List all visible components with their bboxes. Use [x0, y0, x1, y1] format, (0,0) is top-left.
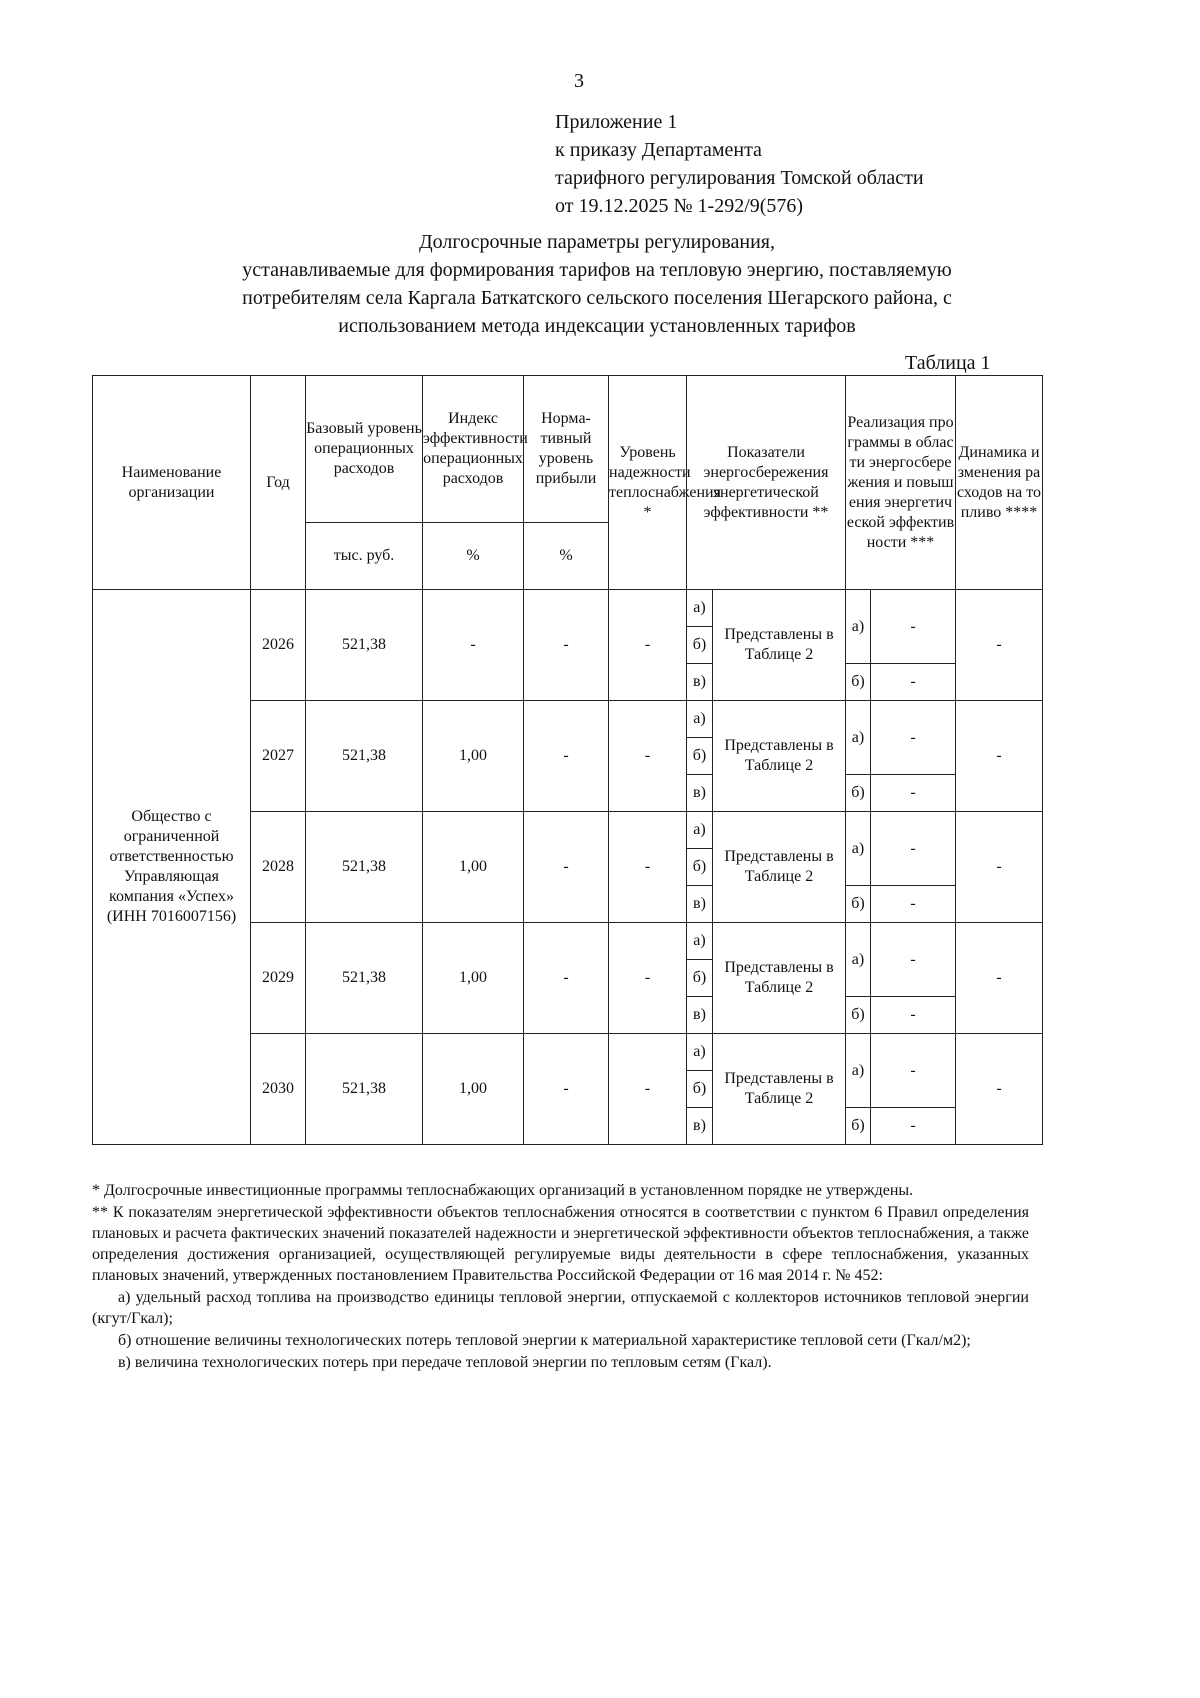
- org-name: Общество с ограниченной ответственностью Управляющая компания «Успех» (ИНН 7016007156): [93, 590, 251, 1145]
- year-cell: 2029: [251, 923, 306, 1034]
- program-value: -: [871, 923, 956, 997]
- indicator-letter: в): [687, 775, 713, 812]
- index-cell: 1,00: [423, 923, 524, 1034]
- index-cell: 1,00: [423, 1034, 524, 1145]
- base-cell: 521,38: [306, 590, 423, 701]
- base-cell: 521,38: [306, 1034, 423, 1145]
- footnote: * Долгосрочные инвестиционные программы теплоснабжающих организаций в установленном порядке не утверждены.: [92, 1182, 914, 1199]
- table-label: Таблица 1: [905, 352, 991, 374]
- header-year: Год: [251, 376, 306, 590]
- header-fuel: Динамика изменения расходов на топливо ****: [956, 376, 1043, 590]
- unit-norm: %: [524, 523, 609, 590]
- document-title: [92, 228, 1102, 340]
- header-base: Базовый уровень операционных расходов: [306, 376, 423, 523]
- reliability-cell: -: [609, 1034, 687, 1145]
- program-letter: а): [846, 923, 871, 997]
- indicator-letter: а): [687, 812, 713, 849]
- indicator-letter: в): [687, 664, 713, 701]
- appendix-block: [555, 108, 924, 220]
- footnote-item: а) удельный расход топлива на производство единицы тепловой энергии, отпускаемой с коллекторов источников тепловой энергии (кгут/Гкал);: [92, 1289, 1029, 1327]
- year-cell: 2027: [251, 701, 306, 812]
- fuel-cell: -: [956, 923, 1043, 1034]
- indicator-letter: а): [687, 1034, 713, 1071]
- indicator-letter: б): [687, 1071, 713, 1108]
- indicators-cell: Представлены в Таблице 2: [713, 1034, 846, 1145]
- norm-cell: -: [524, 590, 609, 701]
- program-letter: а): [846, 812, 871, 886]
- title-line: использованием метода индексации установленных тарифов: [338, 315, 856, 337]
- norm-cell: -: [524, 812, 609, 923]
- program-letter: а): [846, 701, 871, 775]
- norm-cell: -: [524, 1034, 609, 1145]
- indicator-letter: в): [687, 886, 713, 923]
- footnote-item: в) величина технологических потерь при передаче тепловой энергии по тепловым сетям (Гкал).: [118, 1354, 772, 1371]
- fuel-cell: -: [956, 590, 1043, 701]
- fuel-cell: -: [956, 701, 1043, 812]
- reliability-cell: -: [609, 701, 687, 812]
- norm-cell: -: [524, 923, 609, 1034]
- program-value: -: [871, 997, 956, 1034]
- unit-index: %: [423, 523, 524, 590]
- program-value: -: [871, 590, 956, 664]
- program-value: -: [871, 1108, 956, 1145]
- index-cell: -: [423, 590, 524, 701]
- year-cell: 2028: [251, 812, 306, 923]
- reliability-cell: -: [609, 812, 687, 923]
- footnote-item: б) отношение величины технологических потерь тепловой энергии к материальной характеристике тепловой сети (Гкал/м2);: [118, 1332, 971, 1349]
- footnotes: [92, 1180, 1029, 1374]
- program-letter: б): [846, 997, 871, 1034]
- year-cell: 2026: [251, 590, 306, 701]
- header-norm: Норма-тивный уровень прибыли: [524, 376, 609, 523]
- page-number: 3: [574, 70, 584, 92]
- header-index: Индекс эффективности операционных расходов: [423, 376, 524, 523]
- program-letter: б): [846, 775, 871, 812]
- header-indicators: Показатели энергосбережения энергетической эффективности **: [687, 376, 846, 590]
- fuel-cell: -: [956, 1034, 1043, 1145]
- title-line: потребителям села Каргала Баткатского сельского поселения Шегарского района, с: [242, 287, 952, 309]
- indicators-cell: Представлены в Таблице 2: [713, 590, 846, 701]
- program-value: -: [871, 812, 956, 886]
- unit-base: тыс. руб.: [306, 523, 423, 590]
- appendix-line: тарифного регулирования Томской области: [555, 167, 924, 189]
- base-cell: 521,38: [306, 812, 423, 923]
- program-letter: б): [846, 886, 871, 923]
- title-line: устанавливаемые для формирования тарифов на тепловую энергию, поставляемую: [242, 259, 952, 281]
- indicator-letter: а): [687, 701, 713, 738]
- program-value: -: [871, 886, 956, 923]
- program-letter: а): [846, 1034, 871, 1108]
- index-cell: 1,00: [423, 701, 524, 812]
- parameters-table: [92, 375, 1043, 1145]
- indicator-letter: а): [687, 923, 713, 960]
- index-cell: 1,00: [423, 812, 524, 923]
- table-row: [93, 590, 1043, 627]
- reliability-cell: -: [609, 590, 687, 701]
- program-value: -: [871, 1034, 956, 1108]
- program-letter: б): [846, 664, 871, 701]
- header-reliability: Уровень надежности теплоснабжения *: [609, 376, 687, 590]
- indicator-letter: б): [687, 849, 713, 886]
- indicator-letter: в): [687, 1108, 713, 1145]
- indicator-letter: а): [687, 590, 713, 627]
- program-letter: б): [846, 1108, 871, 1145]
- program-value: -: [871, 701, 956, 775]
- indicator-letter: б): [687, 627, 713, 664]
- indicator-letter: б): [687, 738, 713, 775]
- header-program: Реализация программы в области энергосбережения и повышения энергетической эффективности ***: [846, 376, 956, 590]
- fuel-cell: -: [956, 812, 1043, 923]
- header-org: Наименование организации: [93, 376, 251, 590]
- appendix-line: Приложение 1: [555, 111, 678, 133]
- footnote: ** К показателям энергетической эффективности объектов теплоснабжения относятся в соответствии с пунктом 6 Правил определения плановых и расчета фактических значений показателей надежности и энергетической эффективности объектов теплоснабжения, а также определения достижения организацией, осуществляющей регулируемые виды деятельности в сфере теплоснабжения, указанных плановых значений, утвержденных постановлением Правительства Российской Федерации от 16 мая 2014 г. № 452:: [92, 1204, 1029, 1284]
- program-value: -: [871, 775, 956, 812]
- year-cell: 2030: [251, 1034, 306, 1145]
- appendix-line: к приказу Департамента: [555, 139, 762, 161]
- indicators-cell: Представлены в Таблице 2: [713, 701, 846, 812]
- base-cell: 521,38: [306, 923, 423, 1034]
- base-cell: 521,38: [306, 701, 423, 812]
- indicator-letter: в): [687, 997, 713, 1034]
- norm-cell: -: [524, 701, 609, 812]
- program-letter: а): [846, 590, 871, 664]
- appendix-line: от 19.12.2025 № 1-292/9(576): [555, 195, 804, 217]
- title-line: Долгосрочные параметры регулирования,: [419, 231, 775, 253]
- indicators-cell: Представлены в Таблице 2: [713, 923, 846, 1034]
- program-value: -: [871, 664, 956, 701]
- indicator-letter: б): [687, 960, 713, 997]
- indicators-cell: Представлены в Таблице 2: [713, 812, 846, 923]
- reliability-cell: -: [609, 923, 687, 1034]
